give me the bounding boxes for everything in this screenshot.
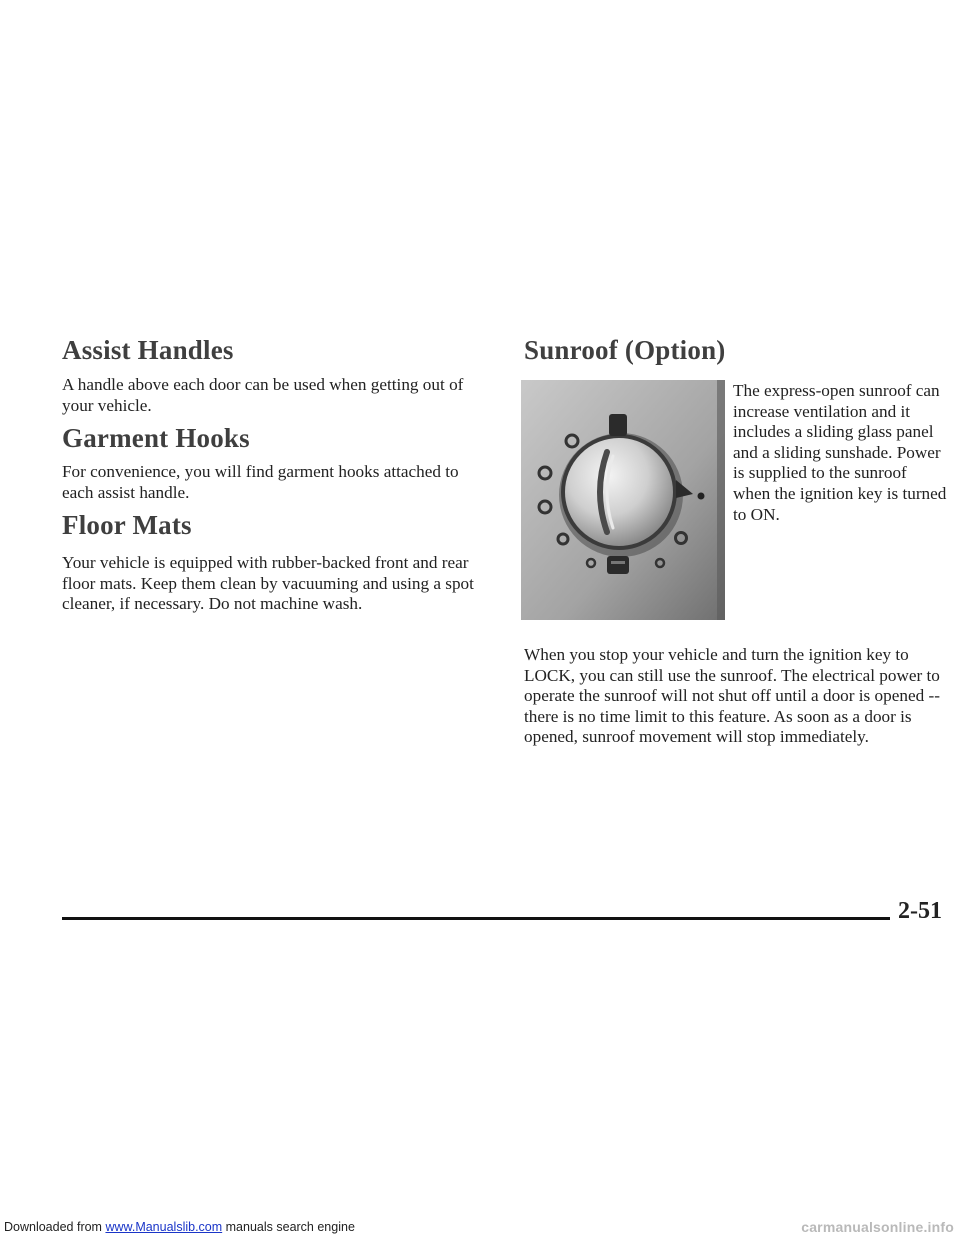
page-number: 2-51 <box>898 898 942 924</box>
sunroof-intro-text: The express-open sunroof can increase ventilation and it includes a sliding glass panel and a sliding sunshade. Power is supplied to the sunroof when the ignition key is turned to ON. <box>733 381 947 524</box>
sunroof-control-knob-icon <box>521 380 725 620</box>
watermark-text: carmanualsonline.info <box>801 1219 954 1235</box>
bottom-rule <box>62 917 890 920</box>
assist-handles-text: A handle above each door can be used when getting out of your vehicle. <box>62 375 464 415</box>
floor-mats-heading: Floor Mats <box>62 510 192 540</box>
assist-handles-heading: Assist Handles <box>62 335 234 365</box>
floor-mats-text: Your vehicle is equipped with rubber-backed front and rear floor mats. Keep them clean by vacuuming and using a spot cleaner, if necessary. Do not machine wash. <box>62 553 474 614</box>
footer-suffix: manuals search engine <box>222 1220 355 1234</box>
download-footer <box>4 1220 355 1234</box>
garment-hooks-text: For convenience, you will find garment hooks attached to each assist handle. <box>62 462 459 502</box>
manualslib-link[interactable]: www.Manualslib.com <box>105 1220 223 1234</box>
sunroof-body-text: When you stop your vehicle and turn the ignition key to LOCK, you can still use the sunroof. The electrical power to operate the sunroof will not shut off until a door is opened -- there is no time limit to this feature. As soon as a door is opened, sunroof movement will stop immediately. <box>524 645 940 747</box>
garment-hooks-heading: Garment Hooks <box>62 423 250 453</box>
sunroof-heading: Sunroof (Option) <box>524 335 726 365</box>
footer-prefix: Downloaded from <box>4 1220 106 1234</box>
sunroof-control-photo <box>521 380 725 620</box>
